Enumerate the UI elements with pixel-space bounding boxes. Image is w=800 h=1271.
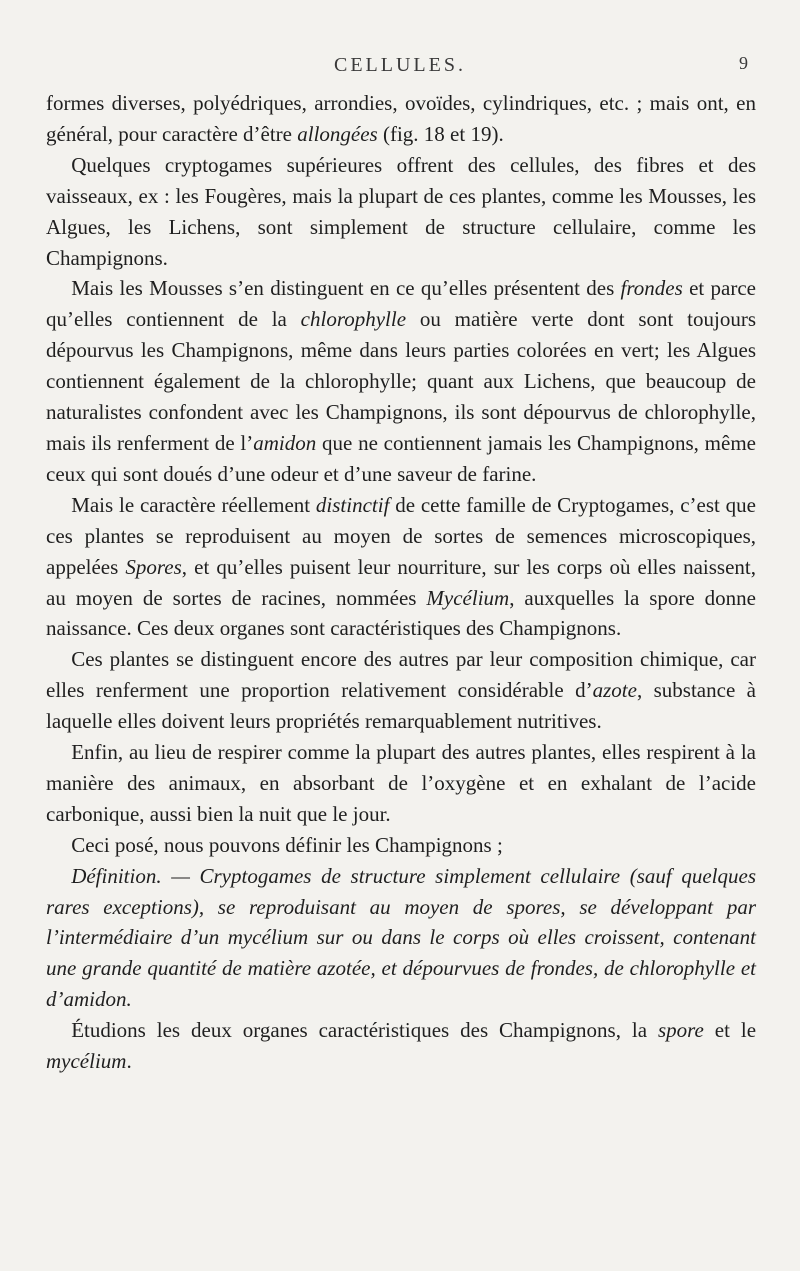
- text-run: de cette famille de Cryptogames, c’est que ces plantes se reproduisent au moyen de sortes de semences microscopiques, appelées: [46, 492, 756, 579]
- italic-text: spore: [657, 1018, 704, 1043]
- italic-text: Spores: [125, 554, 182, 579]
- text-run: Mais le caractère réellement: [71, 492, 316, 517]
- text-run: ou matière verte dont sont toujours dépourvus les Champignons, même dans leurs parties colorées en vert; les Algues contiennent également de la chlorophylle; quant aux Lichens, que beaucoup de naturalistes confondent avec les Champignons, ils sont dépourvus de chlorophylle, mais ils renferment de l’: [46, 307, 757, 455]
- italic-text: mycélium: [46, 1049, 127, 1074]
- definition-paragraph: [46, 861, 756, 1016]
- italic-text: allongées: [297, 121, 378, 146]
- text-run: et le: [703, 1018, 757, 1043]
- text-run: Ceci posé, nous pouvons définir les Champignons ;: [71, 832, 503, 857]
- paragraph: [46, 490, 756, 645]
- body-text: [46, 88, 756, 1077]
- italic-text: frondes: [620, 276, 683, 301]
- text-run: , auxquelles la spore donne naissance. Ces deux organes sont caractéristiques des Champignons.: [46, 585, 756, 641]
- text-run: Ces plantes se distinguent encore des autres par leur composition chimique, car elles renferment une proportion relativement considérable d’: [46, 647, 756, 703]
- running-head: [0, 48, 800, 78]
- paragraph: [46, 737, 756, 830]
- paragraph: [46, 830, 756, 861]
- paragraph: [46, 1015, 756, 1077]
- italic-text: chlorophylle: [300, 307, 407, 332]
- italic-text: distinctif: [315, 492, 390, 517]
- page-number: 9: [739, 53, 748, 73]
- italic-text: Mycélium: [426, 585, 510, 610]
- text-run: (fig. 18 et 19).: [377, 121, 504, 146]
- text-run: Enfin, au lieu de respirer comme la plupart des autres plantes, elles respirent à la manière des animaux, en absorbant de l’oxygène et en exhalant de l’acide carbonique, aussi bien la nuit que le jour.: [46, 740, 756, 826]
- text-run: , et qu’elles puisent leur nourriture, sur les corps où elles naissent, au moyen de sortes de racines, nommées: [46, 554, 757, 610]
- paragraph: [46, 150, 756, 274]
- text-run: Étudions les deux organes caractéristiques des Champignons, la: [71, 1018, 658, 1043]
- text-run: et parce qu’elles contiennent de la: [46, 276, 756, 332]
- paragraph: [46, 644, 756, 737]
- text-run: formes diverses, polyédriques, arrondies, ovoïdes, cylindriques, etc. ; mais ont, en général, pour caractère d’être: [46, 91, 756, 146]
- text-run: que ne contiennent jamais les Champignons, même ceux qui sont doués d’une odeur et d’une saveur de farine.: [46, 430, 756, 486]
- italic-text: azote: [592, 678, 637, 703]
- italic-text: Définition. — Cryptogames de structure simplement cellulaire (sauf quelques rares exceptions), se reproduisant au moyen de spores, se développant par l’intermédiaire d’un mycélium sur ou dans le corps où elles croissent, contenant une grande quantité de matière azotée, et dépourvues de frondes, de chlorophylle et d’amidon.: [46, 863, 756, 1012]
- paragraph: [46, 88, 756, 150]
- running-title: CELLULES.: [334, 54, 466, 76]
- paragraph: [46, 273, 756, 489]
- italic-text: amidon: [253, 430, 317, 455]
- text-run: , substance à laquelle elles doivent leurs propriétés remarquablement nutritives.: [46, 678, 756, 734]
- text-run: Mais les Mousses s’en distinguent en ce qu’elles présentent des: [71, 276, 621, 301]
- text-run: .: [126, 1049, 132, 1074]
- text-run: Quelques cryptogames supérieures offrent des cellules, des fibres et des vaisseaux, ex : les Fougères, mais la plupart de ces plantes, comme les Mousses, les Algues, les Lichens, sont simplement de structure cellulaire, comme les Champignons.: [46, 152, 756, 270]
